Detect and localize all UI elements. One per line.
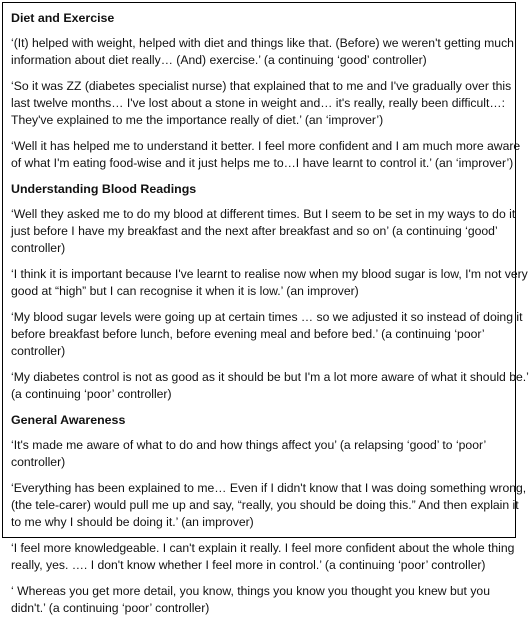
section-heading: Understanding Blood Readings bbox=[11, 182, 197, 196]
quote bbox=[11, 78, 512, 129]
quote bbox=[11, 583, 509, 617]
quote-line: really, yes. …. I don't know whether I feel more in control.’ (a continuing ‘poor’ controller) bbox=[11, 558, 486, 572]
quote-line: ‘Well they asked me to do my blood at different times. But I seem to be set in my ways to do it bbox=[11, 207, 516, 221]
quote bbox=[11, 437, 509, 471]
quote bbox=[11, 309, 523, 360]
section-understanding-blood-readings bbox=[11, 181, 529, 403]
quotes-table-box bbox=[2, 2, 529, 615]
quote-line: ‘My blood sugar levels were going up at certain times … so we adjusted it so instead of doing it bbox=[11, 310, 523, 324]
section-diet-and-exercise bbox=[11, 10, 521, 172]
quote-line: ‘ Whereas you get more detail, you know, things you know you thought you knew but you bbox=[11, 584, 490, 598]
quote-line: controller) bbox=[11, 344, 66, 358]
quote-line: (the tele-carer) would pull me up and say, “really, you should be doing this.” And then explain it bbox=[11, 498, 519, 512]
quote-line: ‘I feel more knowledgeable. I can't explain it really. I feel more confident about the whole thing bbox=[11, 541, 515, 555]
quote-line: just before I have my breakfast and the next after breakfast and so on’ (a continuing ‘good’ bbox=[11, 224, 498, 238]
quote-line: good at “high” but I can recognise it when it is low.’ (an improver) bbox=[11, 284, 359, 298]
quote-line: controller) bbox=[11, 455, 66, 469]
quote-line: controller) bbox=[11, 241, 66, 255]
quote bbox=[11, 369, 529, 403]
quote bbox=[11, 540, 515, 574]
quote bbox=[11, 266, 528, 300]
quote-line: information about diet really… (And) exercise.’ (a continuing ‘good’ controller) bbox=[11, 53, 427, 67]
quote-line: before breakfast before lunch, before evening meal and before bed.’ (a continuing ‘poor’ bbox=[11, 327, 485, 341]
quote-line: ‘(It) helped with weight, helped with diet and things like that. (Before) we weren't getting much bbox=[11, 36, 514, 50]
quote bbox=[11, 35, 514, 69]
quote bbox=[11, 480, 527, 531]
quote-line: ‘Everything has been explained to me… Even if I didn't know that I was doing something wrong, bbox=[11, 481, 527, 495]
quote-line: ‘My diabetes control is not as good as it should be but I'm a lot more aware of what it should be.’ bbox=[11, 370, 529, 384]
quote-line: to me why I should be doing it.’ (an improver) bbox=[11, 515, 254, 529]
quote-line: of what I'm eating food-wise and it just helps me to…I have learnt to control it.’ (an ‘improver’) bbox=[11, 156, 514, 170]
quote-line: ‘It's made me aware of what to do and how things affect you’ (a relapsing ‘good’ to ‘poor’ bbox=[11, 438, 487, 452]
quote bbox=[11, 138, 521, 172]
section-heading: General Awareness bbox=[11, 413, 126, 427]
quote-line: They've explained to me the importance really of diet.’ (an ‘improver’) bbox=[11, 113, 384, 127]
quote-line: ‘I think it is important because I've learnt to realise now when my blood sugar is low, I'm not very bbox=[11, 267, 528, 281]
section-heading: Diet and Exercise bbox=[11, 11, 115, 25]
section-general-awareness bbox=[11, 412, 527, 617]
quote-line: didn't.’ (a continuing ‘poor’ controller) bbox=[11, 601, 210, 615]
quote-line: (a continuing ‘poor’ controller) bbox=[11, 387, 172, 401]
quote-line: ‘So it was ZZ (diabetes specialist nurse) that explained that to me and I've gradually over this bbox=[11, 79, 512, 93]
quote bbox=[11, 206, 516, 257]
quote-line: ‘Well it has helped me to understand it better. I feel more confident and I am much more aware bbox=[11, 139, 521, 153]
quote-line: last twelve months… I've lost about a stone in weight and… it's really, really been difficult…: bbox=[11, 96, 505, 110]
